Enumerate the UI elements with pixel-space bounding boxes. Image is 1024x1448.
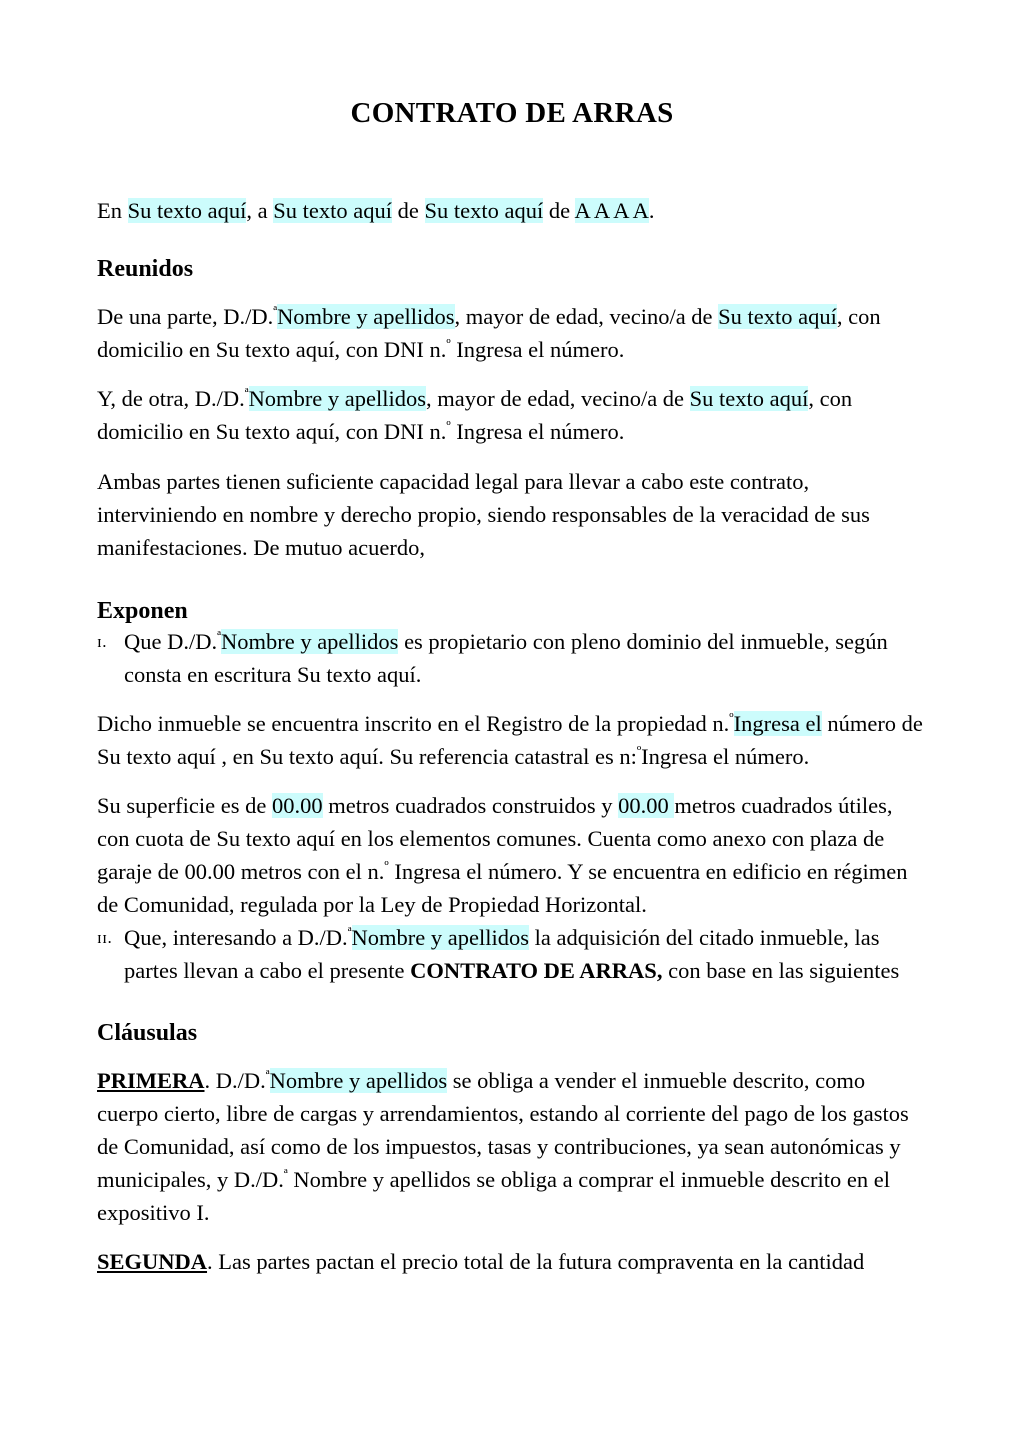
paragraph-clausula-segunda bbox=[97, 1229, 927, 1278]
party-one-text-4: Ingresa el número. bbox=[450, 336, 625, 362]
clause-label-primera: PRIMERA bbox=[97, 1067, 205, 1093]
placeholder-vecindad-comprador[interactable]: Su texto aquí bbox=[689, 385, 809, 411]
paragraph-surface bbox=[97, 773, 927, 921]
placeholder-nombre-comprador[interactable]: Nombre y apellidos bbox=[248, 385, 427, 411]
placeholder-nombre-vendedor-clausula[interactable]: Nombre y apellidos bbox=[269, 1067, 448, 1093]
party-two-text-4: Ingresa el número. bbox=[450, 418, 625, 444]
ordinal-feminine-icon: ª bbox=[244, 386, 249, 402]
ordinal-feminine-icon: ª bbox=[273, 304, 278, 320]
ordinal-feminine-icon: ª bbox=[347, 925, 352, 941]
segunda-text-1: . Las partes pactan el precio total de la futura compraventa en la cantidad bbox=[207, 1248, 865, 1274]
page-title: CONTRATO DE ARRAS bbox=[350, 97, 674, 129]
ordinal-masculine-icon: º bbox=[446, 419, 451, 435]
list-marker-one: ɪ. bbox=[97, 631, 107, 651]
placeholder-nombre-adquirente[interactable]: Nombre y apellidos bbox=[351, 924, 530, 950]
paragraph-clausula-primera bbox=[97, 1047, 927, 1229]
placeholder-vecindad-vendedor[interactable]: Su texto aquí bbox=[718, 303, 837, 329]
exponen-one-text-2: es propietario con pleno dominio del inmueble, según consta en escritura Su texto aquí. bbox=[124, 628, 888, 687]
paragraph-capacity: Ambas partes tienen suficiente capacidad legal para llevar a cabo este contrato, interviniendo en nombre y derecho propio, siendo responsables de la veracidad de sus manifestaciones. De mutuo acuerdo, bbox=[97, 468, 870, 560]
party-two-text-3: , con domicilio en Su texto aquí, con DNI n. bbox=[97, 385, 853, 444]
intro-text-3: de bbox=[392, 197, 425, 223]
party-one-text-1: De una parte, D./D. bbox=[97, 303, 274, 329]
ordinal-masculine-icon: º bbox=[446, 337, 451, 353]
placeholder-nombre-propietario[interactable]: Nombre y apellidos bbox=[220, 628, 399, 654]
ordinal-masculine-icon: º bbox=[729, 711, 734, 727]
paragraph-party-two bbox=[97, 366, 927, 448]
surface-text-1: Su superficie es de bbox=[97, 792, 272, 818]
clause-label-segunda: SEGUNDA bbox=[97, 1248, 208, 1274]
exponen-one-text-1: Que D./D. bbox=[124, 628, 218, 654]
placeholder-dia[interactable]: Su texto aquí bbox=[273, 197, 392, 223]
intro-text-5: . bbox=[648, 197, 655, 223]
ordinal-feminine-icon: ª bbox=[283, 1167, 288, 1183]
exponen-two-text-1: Que, interesando a D./D. bbox=[124, 924, 348, 950]
list-item bbox=[97, 921, 927, 987]
intro-text-2: , a bbox=[246, 197, 274, 223]
intro-paragraph bbox=[97, 131, 927, 227]
placeholder-metros-construidos[interactable]: 00.00 bbox=[271, 792, 323, 818]
paragraph-party-one bbox=[97, 283, 927, 366]
party-one-text-3: , con domicilio en Su texto aquí, con DNI n. bbox=[97, 303, 881, 362]
primera-text-3: Nombre y apellidos se obliga a comprar el inmueble descrito en el expositivo I. bbox=[97, 1166, 891, 1225]
intro-text-4: de bbox=[543, 197, 575, 223]
exponen-two-text-3: con base en las siguientes bbox=[662, 957, 900, 983]
heading-reunidos: Reunidos bbox=[97, 255, 194, 282]
party-two-text-2: , mayor de edad, vecino/a de bbox=[426, 385, 690, 411]
placeholder-numero-registro[interactable]: Ingresa el bbox=[733, 710, 822, 736]
exponen-two-text-2: la adquisición del citado inmueble, las partes llevan a cabo el presente bbox=[124, 924, 880, 983]
ordinal-feminine-icon: ª bbox=[265, 1068, 270, 1084]
placeholder-mes[interactable]: Su texto aquí bbox=[424, 197, 544, 223]
registry-text-3: Ingresa el número. bbox=[641, 743, 810, 769]
surface-text-4: Ingresa el número. Y se encuentra en edificio en régimen de Comunidad, regulada por la Ley de Propiedad Horizontal. bbox=[97, 858, 908, 917]
ordinal-masculine-icon: º bbox=[636, 744, 642, 760]
placeholder-anio[interactable]: A A A A bbox=[574, 197, 649, 223]
list-marker-two: ɪɪ. bbox=[97, 927, 113, 947]
placeholder-metros-utiles[interactable]: 00.00 bbox=[618, 792, 675, 818]
party-two-text-1: Y, de otra, D./D. bbox=[97, 385, 245, 411]
placeholder-lugar[interactable]: Su texto aquí bbox=[127, 197, 247, 223]
primera-text-2: se obliga a vender el inmueble descrito, como cuerpo cierto, libre de cargas y arrendamientos, estando al corriente del pago de los gastos de Comunidad, así como de los impuestos, tasas y contribuciones, ya sean autonómicas y municipales, y D./D. bbox=[97, 1067, 909, 1192]
ordinal-masculine-icon: º bbox=[384, 859, 389, 875]
heading-clausulas: Cláusulas bbox=[97, 1019, 198, 1046]
exponen-list bbox=[97, 625, 927, 691]
heading-exponen: Exponen bbox=[97, 597, 188, 624]
registry-text-2: número de Su texto aquí , en Su texto aquí. Su referencia catastral es n: bbox=[97, 710, 923, 769]
placeholder-nombre-vendedor[interactable]: Nombre y apellidos bbox=[277, 303, 455, 329]
primera-text-1: . D./D. bbox=[204, 1067, 266, 1093]
contract-name-emphasis: CONTRATO DE ARRAS, bbox=[410, 957, 663, 983]
surface-text-3: metros cuadrados útiles, con cuota de Su texto aquí en los elementos comunes. Cuenta como anexo con plaza de garaje de 00.00 metros con el n. bbox=[97, 792, 893, 884]
surface-text-2: metros cuadrados construidos y bbox=[322, 792, 619, 818]
ordinal-feminine-icon: ª bbox=[217, 629, 221, 645]
intro-text-1: En bbox=[97, 197, 128, 223]
list-item bbox=[97, 625, 927, 691]
exponen-list-continued bbox=[97, 921, 927, 987]
registry-text-1: Dicho inmueble se encuentra inscrito en el Registro de la propiedad n. bbox=[97, 710, 730, 736]
paragraph-registry bbox=[97, 691, 927, 773]
party-one-text-2: , mayor de edad, vecino/a de bbox=[454, 303, 719, 329]
